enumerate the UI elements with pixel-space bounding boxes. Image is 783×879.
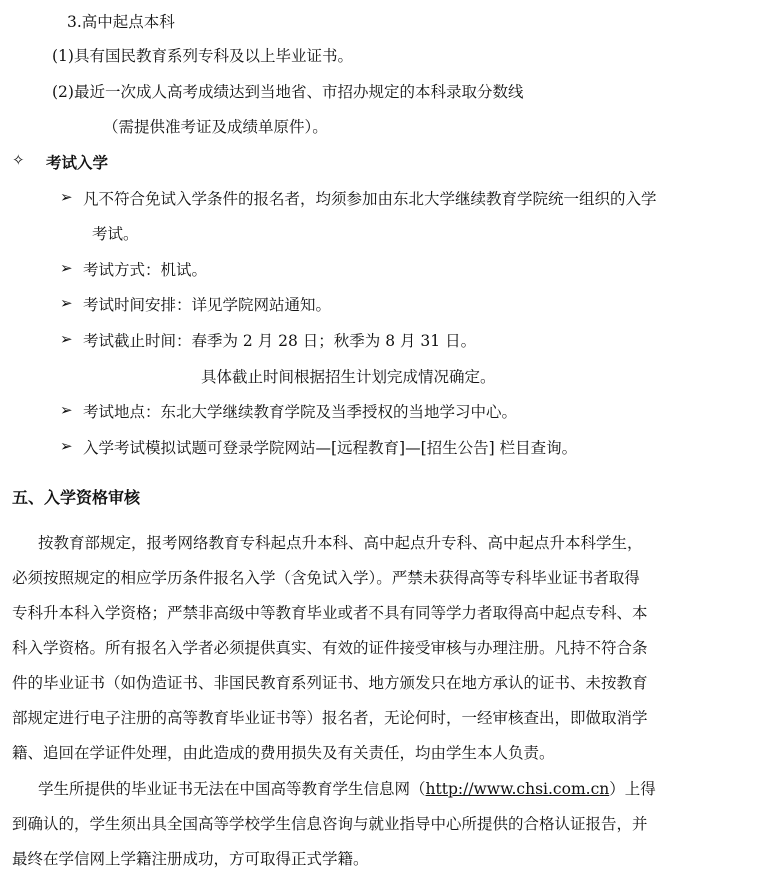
paragraph-line: 必须按照规定的相应学历条件报名入学（含免试入学）。严禁未获得高等专科毕业证书者取得: [12, 569, 640, 587]
exam-bullet-2: 考试方式：机试。: [83, 261, 208, 279]
exam-bullet-1-cont: 考试。: [92, 225, 139, 243]
arrow-bullet-icon: ➢: [60, 437, 73, 455]
exam-bullet-3: 考试时间安排：详见学院网站通知。: [83, 296, 332, 314]
arrow-bullet-icon: ➢: [60, 294, 73, 312]
paragraph-line: 籍、追回在学证件处理，由此造成的费用损失及有关责任，均由学生本人负责。: [12, 744, 555, 762]
exam-bullet-4: 考试截止时间：春季为 2 月 28 日；秋季为 8 月 31 日。: [83, 332, 477, 350]
paragraph-line: 专科升本科入学资格；严禁非高级中等教育毕业或者不具有同等学力者取得高中起点专科、本: [12, 604, 648, 622]
arrow-bullet-icon: ➢: [60, 330, 73, 348]
paragraph-line: 科入学资格。所有报名入学者必须提供真实、有效的证件接受审核与办理注册。凡持不符合条: [12, 639, 648, 657]
exam-section-title: 考试入学: [46, 153, 109, 172]
requirement-2-note: （需提供准考证及成绩单原件）。: [103, 118, 328, 136]
exam-bullet-4-note: 具体截止时间根据招生计划完成情况确定。: [201, 368, 496, 386]
arrow-bullet-icon: ➢: [60, 259, 73, 277]
section-3-title: 3.高中起点本科: [67, 13, 175, 31]
requirement-2: (2)最近一次成人高考成绩达到当地省、市招办规定的本科录取分数线: [52, 83, 524, 101]
paragraph-line: 到确认的，学生须出具全国高等学校学生信息咨询与就业指导中心所提供的合格认证报告，并: [12, 815, 648, 833]
arrow-bullet-icon: ➢: [60, 401, 73, 419]
paragraph-line: 件的毕业证书（如伪造证书、非国民教育系列证书、地方颁发只在地方承认的证书、未按教育: [12, 674, 648, 692]
exam-bullet-1: 凡不符合免试入学条件的报名者，均须参加由东北大学继续教育学院统一组织的入学: [83, 190, 657, 208]
paragraph-2-text-pre: 学生所提供的毕业证书无法在中国高等教育学生信息网（: [38, 780, 426, 798]
paragraph-2-line-1: [38, 777, 656, 799]
exam-bullet-6: 入学考试模拟试题可登录学院网站—[远程教育]—[招生公告] 栏目查询。: [83, 439, 578, 457]
section-5-title: 五、入学资格审核: [12, 488, 141, 507]
arrow-bullet-icon: ➢: [60, 188, 73, 206]
requirement-1: (1)具有国民教育系列专科及以上毕业证书。: [52, 47, 353, 65]
paragraph-line: 最终在学信网上学籍注册成功，方可取得正式学籍。: [12, 850, 369, 868]
diamond-bullet-icon: ✧: [12, 151, 25, 169]
exam-bullet-5: 考试地点：东北大学继续教育学院及当季授权的当地学习中心。: [83, 403, 518, 421]
paragraph-line: 部规定进行电子注册的高等教育毕业证书等）报名者，无论何时，一经审核查出，即做取消学: [12, 709, 648, 727]
chsi-link[interactable]: http://www.chsi.com.cn: [425, 780, 610, 798]
paragraph-2-text-post: ）上得: [609, 780, 656, 798]
paragraph-line: 按教育部规定，报考网络教育专科起点升本科、高中起点升专科、高中起点升本科学生，: [38, 534, 643, 552]
